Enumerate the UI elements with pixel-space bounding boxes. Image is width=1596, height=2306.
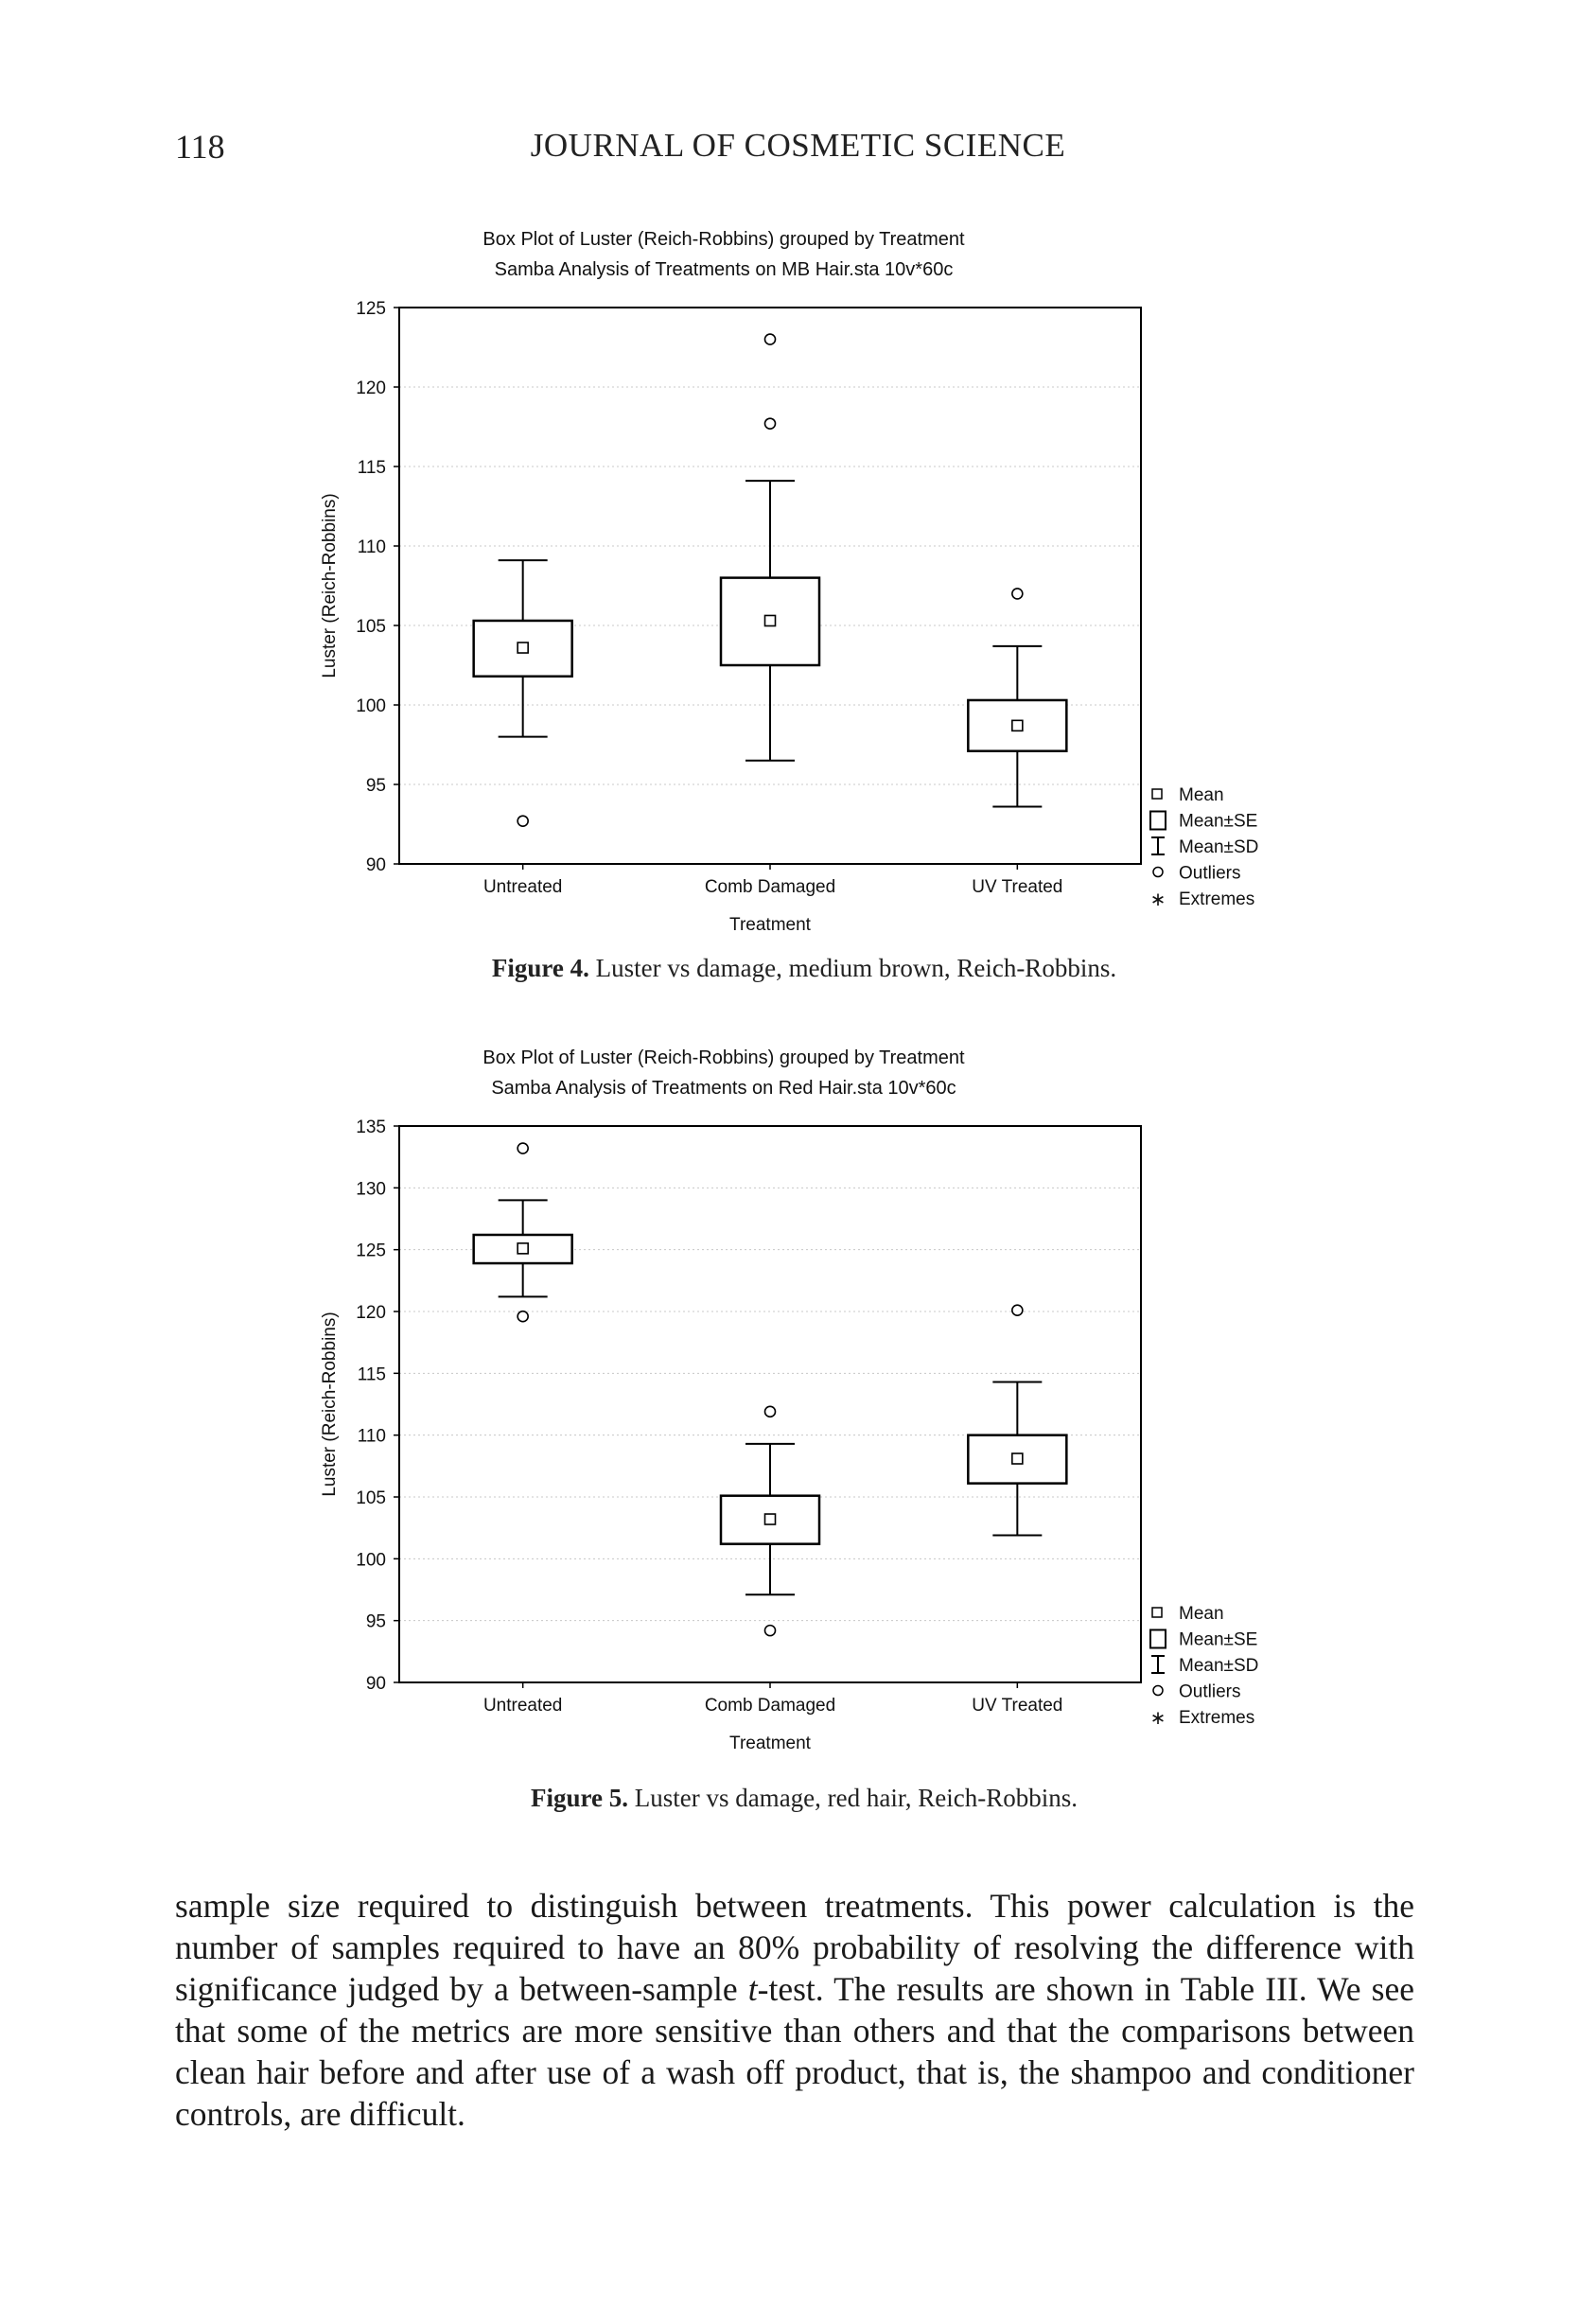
y-tick-label: 90 <box>365 855 386 875</box>
caption-label: Figure 4. <box>491 954 589 982</box>
mean-marker <box>765 615 776 625</box>
page-number: 118 <box>175 128 225 166</box>
mean-marker <box>765 1514 776 1524</box>
y-tick-label: 100 <box>356 1550 386 1571</box>
mean-marker <box>517 1243 528 1254</box>
x-tick-label: Untreated <box>482 1696 563 1716</box>
box-group-untreated <box>474 1143 572 1322</box>
outlier-point <box>517 816 528 826</box>
chart-title: Box Plot of Luster (Reich-Robbins) grouped by Treatment <box>482 229 965 250</box>
y-axis-label: Luster (Reich-Robbins) <box>320 493 340 678</box>
y-tick-label: 90 <box>365 1674 386 1694</box>
x-tick-label: Comb Damaged <box>704 877 836 897</box>
box-group-uv-treated <box>968 589 1066 807</box>
body-paragraph <box>175 1885 1414 2135</box>
legend-outlier-symbol <box>1153 868 1163 877</box>
chart-legend <box>1150 785 1259 910</box>
mean-marker <box>1012 1453 1023 1464</box>
chart-figure-5 <box>284 1031 1324 1779</box>
legend-label: Mean <box>1179 785 1224 805</box>
outlier-point <box>517 1143 528 1153</box>
chart-subtitle: Samba Analysis of Treatments on Red Hair.sta 10v*60c <box>491 1078 956 1099</box>
x-axis-label: Treatment <box>729 915 811 935</box>
outlier-point <box>765 334 776 344</box>
figure-4 <box>284 213 1324 998</box>
figure-5 <box>284 1031 1324 1817</box>
mean-marker <box>517 643 528 653</box>
box-group-untreated <box>474 560 572 826</box>
legend-extreme-symbol: ∗ <box>1149 889 1166 910</box>
y-tick-label: 110 <box>357 1426 386 1447</box>
figure-5-caption <box>284 1784 1324 1813</box>
legend-se-symbol <box>1150 812 1166 830</box>
box-group-comb-damaged <box>721 334 819 761</box>
legend-extreme-symbol: ∗ <box>1149 1708 1166 1729</box>
caption-label: Figure 5. <box>530 1784 628 1812</box>
y-tick-label: 125 <box>356 299 386 319</box>
y-tick-label: 115 <box>357 1364 386 1385</box>
outlier-point <box>1012 1305 1023 1315</box>
chart-figure-4 <box>284 213 1324 960</box>
legend-label: Outliers <box>1179 863 1241 884</box>
x-tick-label: UV Treated <box>972 1696 1063 1716</box>
x-axis-label: Treatment <box>729 1734 811 1753</box>
y-tick-label: 135 <box>356 1118 386 1137</box>
body-text-part2: -test. The results are shown in Table III. We see that some of the metrics are more sensitive than others and that the comparisons between clean hair before and after use of a wash off product, that is, the shampoo and conditioner controls, are difficult. <box>175 1970 1414 2133</box>
x-tick-label: Untreated <box>482 877 563 897</box>
t-test-italic: t <box>747 1970 758 2008</box>
y-axis-label: Luster (Reich-Robbins) <box>320 1311 340 1497</box>
y-tick-label: 95 <box>365 1611 386 1632</box>
legend-label: Mean±SD <box>1179 1656 1259 1676</box>
body-text-part1: sample size required to distinguish between treatments. This power calculation is the number of samples required to have an 80% probability of resolving the difference with significance judged by a between-sample <box>175 1887 1414 2008</box>
chart-legend <box>1150 1604 1259 1729</box>
legend-label: Outliers <box>1179 1681 1241 1702</box>
y-tick-label: 110 <box>357 537 386 557</box>
legend-label: Mean±SD <box>1179 837 1259 857</box>
outlier-point <box>517 1311 528 1322</box>
x-tick-label: UV Treated <box>972 877 1063 897</box>
y-tick-label: 125 <box>356 1241 386 1261</box>
y-tick-label: 120 <box>356 1303 386 1323</box>
figure-4-caption <box>284 954 1324 983</box>
legend-mean-symbol <box>1152 1608 1162 1617</box>
y-tick-label: 105 <box>356 1488 386 1508</box>
caption-text: Luster vs damage, medium brown, Reich-Robbins. <box>595 954 1117 982</box>
box-group-comb-damaged <box>721 1406 819 1635</box>
legend-label: Mean±SE <box>1179 811 1258 832</box>
y-tick-label: 100 <box>356 696 386 716</box>
y-tick-label: 105 <box>356 617 386 637</box>
y-tick-label: 115 <box>357 458 386 478</box>
legend-label: Extremes <box>1179 889 1255 909</box>
plot-frame <box>399 1126 1141 1682</box>
y-tick-label: 120 <box>356 378 386 398</box>
legend-mean-symbol <box>1152 789 1162 799</box>
outlier-point <box>765 418 776 429</box>
legend-label: Extremes <box>1179 1708 1255 1728</box>
x-tick-label: Comb Damaged <box>704 1696 836 1716</box>
y-tick-label: 95 <box>365 776 386 796</box>
caption-text: Luster vs damage, red hair, Reich-Robbins. <box>634 1784 1079 1812</box>
outlier-point <box>765 1406 776 1417</box>
legend-outlier-symbol <box>1153 1686 1163 1696</box>
chart-subtitle: Samba Analysis of Treatments on MB Hair.sta 10v*60c <box>494 259 954 280</box>
chart-title: Box Plot of Luster (Reich-Robbins) grouped by Treatment <box>482 1047 965 1068</box>
legend-se-symbol <box>1150 1630 1166 1648</box>
journal-title: JOURNAL OF COSMETIC SCIENCE <box>530 127 1066 164</box>
outlier-point <box>1012 589 1023 599</box>
legend-label: Mean±SE <box>1179 1629 1258 1650</box>
y-tick-label: 130 <box>356 1179 386 1200</box>
box-group-uv-treated <box>968 1305 1066 1535</box>
outlier-point <box>765 1626 776 1636</box>
mean-marker <box>1012 720 1023 731</box>
legend-label: Mean <box>1179 1604 1224 1624</box>
